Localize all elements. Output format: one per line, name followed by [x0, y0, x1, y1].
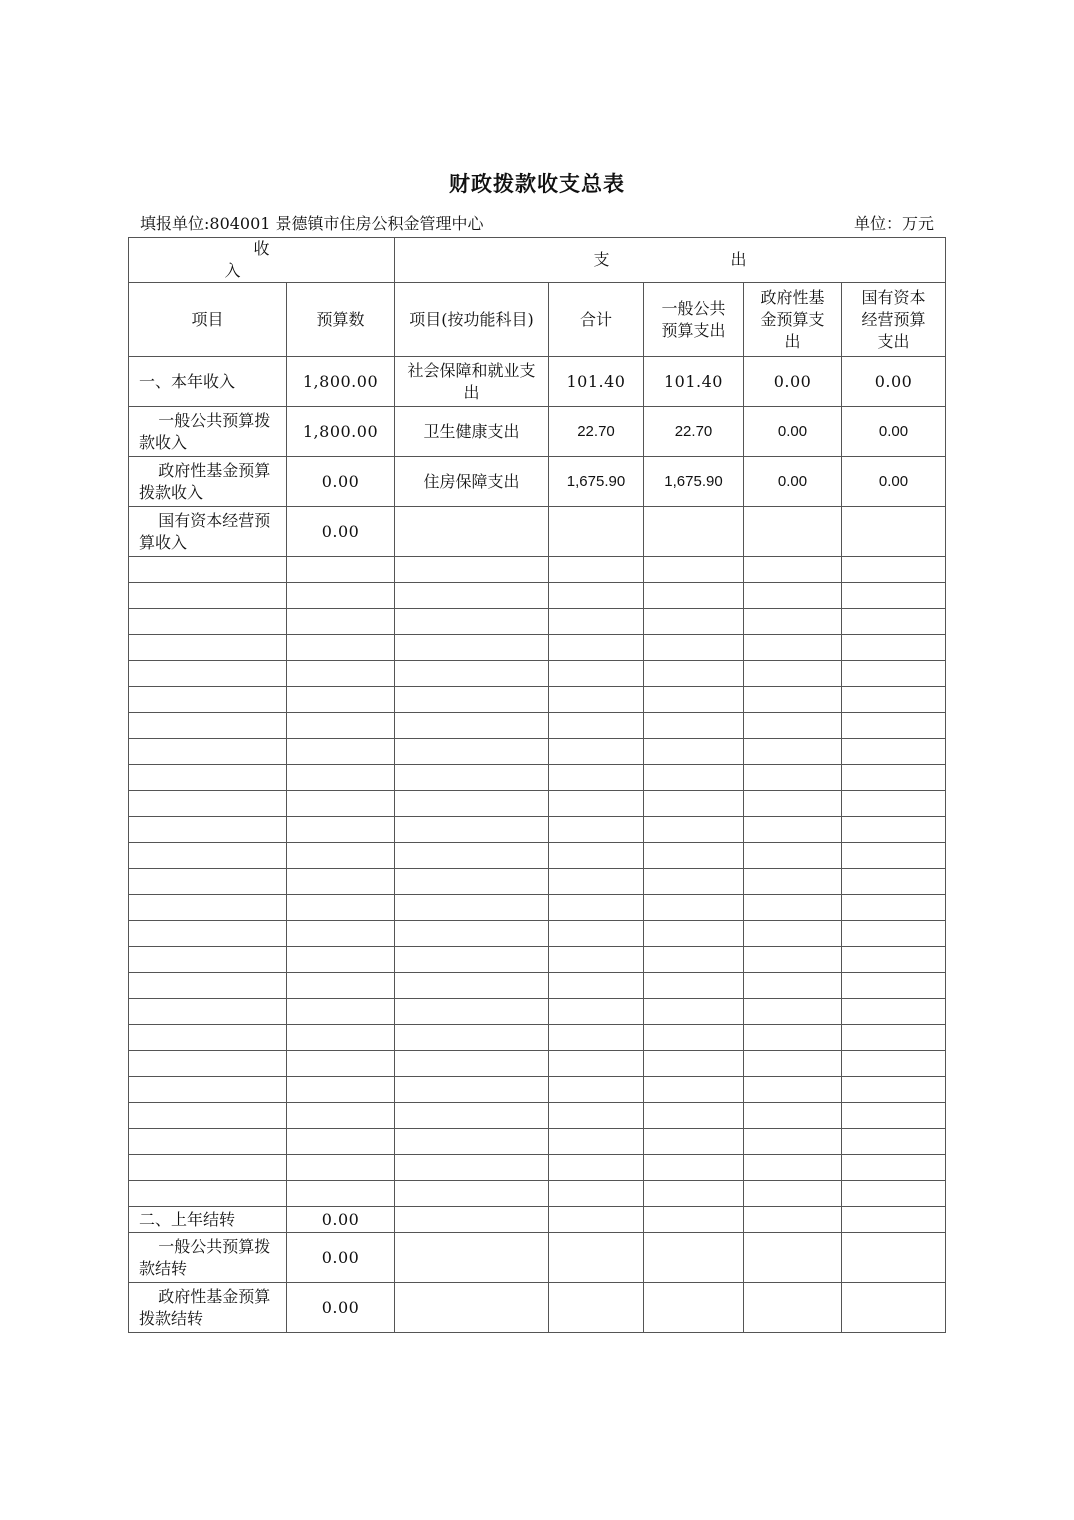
empty-cell [744, 609, 842, 635]
empty-cell [842, 791, 946, 817]
empty-cell [842, 869, 946, 895]
empty-cell [842, 661, 946, 687]
empty-cell [744, 1233, 842, 1283]
empty-row [129, 1103, 946, 1129]
empty-cell [287, 635, 395, 661]
table-row [129, 1233, 946, 1283]
empty-cell [129, 765, 287, 791]
empty-cell [644, 635, 744, 661]
col-header-gov-fund: 政府性基金预算支出 [744, 283, 842, 357]
empty-cell [842, 1155, 946, 1181]
empty-cell [744, 869, 842, 895]
income-header-label: 收 入 [224, 239, 328, 280]
empty-cell [549, 739, 644, 765]
empty-cell [129, 973, 287, 999]
section-header-row [129, 238, 946, 283]
empty-cell [549, 1051, 644, 1077]
empty-cell [287, 1103, 395, 1129]
empty-cell [287, 1077, 395, 1103]
empty-cell [842, 1283, 946, 1333]
empty-cell [644, 1051, 744, 1077]
empty-cell [549, 921, 644, 947]
empty-cell [644, 1025, 744, 1051]
total-value: 22.70 [549, 407, 644, 457]
empty-cell [395, 1077, 549, 1103]
empty-cell [549, 947, 644, 973]
empty-cell [744, 635, 842, 661]
expense-item: 社会保障和就业支出 [395, 357, 549, 407]
table-row [129, 357, 946, 407]
empty-cell [395, 1025, 549, 1051]
empty-cell [287, 973, 395, 999]
empty-cell [644, 1207, 744, 1233]
empty-cell [129, 947, 287, 973]
col-header-item: 项目 [129, 283, 287, 357]
empty-cell [644, 791, 744, 817]
empty-row [129, 661, 946, 687]
empty-cell [395, 557, 549, 583]
general-value: 22.70 [644, 407, 744, 457]
empty-row [129, 739, 946, 765]
empty-cell [842, 921, 946, 947]
empty-cell [549, 999, 644, 1025]
empty-cell [744, 713, 842, 739]
table-row [129, 407, 946, 457]
empty-cell [644, 687, 744, 713]
empty-cell [287, 791, 395, 817]
empty-cell [129, 557, 287, 583]
empty-cell [129, 1155, 287, 1181]
page-title: 财政拨款收支总表 [449, 172, 625, 196]
fiscal-summary-table [128, 237, 946, 1333]
empty-cell [644, 895, 744, 921]
empty-cell [287, 817, 395, 843]
empty-cell [644, 1181, 744, 1207]
gov-fund-value [744, 507, 842, 557]
empty-cell [744, 1283, 842, 1333]
empty-cell [644, 1283, 744, 1333]
empty-cell [395, 1103, 549, 1129]
empty-cell [549, 635, 644, 661]
empty-cell [842, 765, 946, 791]
empty-row [129, 1025, 946, 1051]
empty-cell [395, 895, 549, 921]
empty-cell [644, 1129, 744, 1155]
empty-cell [129, 583, 287, 609]
empty-cell [129, 1129, 287, 1155]
table-row [129, 1207, 946, 1233]
empty-cell [549, 687, 644, 713]
empty-cell [129, 921, 287, 947]
table-row [129, 507, 946, 557]
empty-cell [129, 713, 287, 739]
gov-fund-value: 0.00 [744, 357, 842, 407]
empty-row [129, 1129, 946, 1155]
empty-row [129, 791, 946, 817]
empty-row [129, 817, 946, 843]
empty-cell [744, 1077, 842, 1103]
empty-cell [549, 869, 644, 895]
state-capital-value: 0.00 [842, 457, 946, 507]
column-header-row [129, 283, 946, 357]
empty-cell [129, 895, 287, 921]
empty-row [129, 609, 946, 635]
empty-cell [549, 765, 644, 791]
empty-cell [549, 609, 644, 635]
empty-cell [549, 713, 644, 739]
empty-cell [842, 713, 946, 739]
empty-cell [744, 947, 842, 973]
empty-cell [549, 557, 644, 583]
empty-cell [549, 1155, 644, 1181]
expense-item: 卫生健康支出 [395, 407, 549, 457]
empty-cell [842, 635, 946, 661]
empty-row [129, 1155, 946, 1181]
empty-row [129, 687, 946, 713]
empty-cell [395, 947, 549, 973]
empty-cell [287, 583, 395, 609]
empty-cell [129, 609, 287, 635]
empty-cell [395, 817, 549, 843]
empty-cell [842, 1051, 946, 1077]
empty-row [129, 869, 946, 895]
table-row [129, 457, 946, 507]
empty-cell [395, 1155, 549, 1181]
empty-cell [744, 1207, 842, 1233]
empty-cell [549, 843, 644, 869]
empty-cell [129, 661, 287, 687]
empty-cell [744, 765, 842, 791]
empty-cell [842, 973, 946, 999]
empty-cell [644, 999, 744, 1025]
budget-value: 0.00 [287, 507, 395, 557]
empty-row [129, 999, 946, 1025]
empty-cell [395, 687, 549, 713]
empty-cell [549, 1025, 644, 1051]
col-header-state-capital: 国有资本经营预算支出 [842, 283, 946, 357]
empty-cell [129, 739, 287, 765]
empty-cell [842, 687, 946, 713]
empty-cell [395, 583, 549, 609]
empty-cell [842, 843, 946, 869]
general-value: 1,675.90 [644, 457, 744, 507]
empty-cell [395, 921, 549, 947]
empty-cell [287, 947, 395, 973]
empty-cell [842, 1181, 946, 1207]
empty-cell [395, 843, 549, 869]
empty-cell [395, 1129, 549, 1155]
income-section-header [129, 238, 395, 283]
empty-cell [395, 869, 549, 895]
col-header-budget: 预算数 [287, 283, 395, 357]
empty-row [129, 1051, 946, 1077]
empty-cell [549, 1129, 644, 1155]
empty-cell [395, 1233, 549, 1283]
income-item: 政府性基金预算拨款收入 [129, 457, 287, 507]
empty-cell [644, 713, 744, 739]
empty-cell [129, 635, 287, 661]
empty-cell [129, 999, 287, 1025]
empty-cell [287, 1025, 395, 1051]
budget-value: 1,800.00 [287, 357, 395, 407]
income-item: 一、本年收入 [129, 357, 287, 407]
empty-cell [644, 1233, 744, 1283]
empty-cell [744, 895, 842, 921]
empty-cell [744, 687, 842, 713]
empty-cell [287, 1129, 395, 1155]
empty-cell [287, 739, 395, 765]
empty-cell [644, 1103, 744, 1129]
empty-cell [129, 869, 287, 895]
table-row [129, 1283, 946, 1333]
empty-cell [287, 765, 395, 791]
empty-row [129, 973, 946, 999]
empty-cell [644, 583, 744, 609]
empty-cell [842, 609, 946, 635]
empty-row [129, 895, 946, 921]
empty-cell [129, 1025, 287, 1051]
empty-cell [744, 1103, 842, 1129]
income-item: 一般公共预算拨款收入 [129, 407, 287, 457]
empty-cell [744, 921, 842, 947]
empty-cell [395, 1051, 549, 1077]
empty-row [129, 713, 946, 739]
empty-cell [644, 947, 744, 973]
empty-cell [549, 973, 644, 999]
empty-cell [842, 1077, 946, 1103]
empty-cell [644, 817, 744, 843]
expense-header-label: 支 出 [593, 250, 805, 269]
filing-unit: 填报单位:804001 景德镇市住房公积金管理中心 [140, 214, 484, 233]
empty-cell [644, 869, 744, 895]
empty-row [129, 765, 946, 791]
empty-cell [549, 583, 644, 609]
empty-cell [395, 609, 549, 635]
empty-cell [744, 1025, 842, 1051]
total-value [549, 507, 644, 557]
budget-value: 1,800.00 [287, 407, 395, 457]
empty-cell [287, 661, 395, 687]
empty-cell [842, 1207, 946, 1233]
empty-cell [744, 817, 842, 843]
empty-cell [842, 739, 946, 765]
empty-cell [644, 973, 744, 999]
empty-cell [644, 609, 744, 635]
empty-cell [744, 791, 842, 817]
empty-cell [549, 895, 644, 921]
empty-cell [644, 765, 744, 791]
empty-cell [744, 557, 842, 583]
empty-cell [395, 791, 549, 817]
state-capital-value: 0.00 [842, 357, 946, 407]
col-header-function-item: 项目(按功能科目) [395, 283, 549, 357]
col-header-general-public: 一般公共预算支出 [644, 283, 744, 357]
empty-cell [549, 1077, 644, 1103]
income-item: 一般公共预算拨款结转 [129, 1233, 287, 1283]
income-item: 二、上年结转 [129, 1207, 287, 1233]
empty-cell [549, 1283, 644, 1333]
empty-cell [842, 1233, 946, 1283]
empty-cell [744, 661, 842, 687]
empty-cell [644, 557, 744, 583]
empty-cell [129, 791, 287, 817]
empty-row [129, 843, 946, 869]
income-item: 政府性基金预算拨款结转 [129, 1283, 287, 1333]
income-item: 国有资本经营预算收入 [129, 507, 287, 557]
general-value [644, 507, 744, 557]
empty-cell [842, 817, 946, 843]
empty-cell [842, 583, 946, 609]
empty-row [129, 1077, 946, 1103]
empty-cell [395, 635, 549, 661]
empty-cell [395, 661, 549, 687]
empty-cell [287, 843, 395, 869]
state-capital-value: 0.00 [842, 407, 946, 457]
gov-fund-value: 0.00 [744, 407, 842, 457]
state-capital-value [842, 507, 946, 557]
empty-cell [129, 817, 287, 843]
empty-row [129, 583, 946, 609]
expense-section-header [395, 238, 946, 283]
expense-item: 住房保障支出 [395, 457, 549, 507]
empty-cell [287, 557, 395, 583]
empty-cell [129, 1077, 287, 1103]
empty-cell [842, 1129, 946, 1155]
empty-cell [395, 999, 549, 1025]
empty-cell [744, 1129, 842, 1155]
empty-cell [842, 557, 946, 583]
empty-cell [842, 1025, 946, 1051]
empty-cell [744, 739, 842, 765]
empty-cell [644, 1077, 744, 1103]
empty-cell [549, 817, 644, 843]
empty-cell [549, 1207, 644, 1233]
empty-cell [744, 973, 842, 999]
empty-cell [287, 1051, 395, 1077]
empty-cell [644, 661, 744, 687]
empty-cell [395, 739, 549, 765]
empty-cell [842, 895, 946, 921]
empty-cell [129, 1103, 287, 1129]
budget-value: 0.00 [287, 1207, 395, 1233]
empty-cell [744, 1051, 842, 1077]
empty-cell [744, 583, 842, 609]
general-value: 101.40 [644, 357, 744, 407]
empty-cell [287, 609, 395, 635]
empty-cell [549, 791, 644, 817]
empty-cell [842, 999, 946, 1025]
budget-value: 0.00 [287, 1283, 395, 1333]
empty-cell [129, 843, 287, 869]
empty-row [129, 921, 946, 947]
budget-value: 0.00 [287, 457, 395, 507]
empty-cell [129, 1051, 287, 1077]
empty-cell [549, 1181, 644, 1207]
empty-cell [287, 921, 395, 947]
expense-item [395, 507, 549, 557]
empty-rows [129, 557, 946, 1207]
empty-row [129, 557, 946, 583]
empty-cell [287, 1181, 395, 1207]
empty-cell [644, 1155, 744, 1181]
empty-cell [395, 1283, 549, 1333]
empty-cell [287, 869, 395, 895]
empty-cell [287, 895, 395, 921]
empty-cell [395, 973, 549, 999]
empty-cell [842, 947, 946, 973]
empty-cell [644, 921, 744, 947]
empty-row [129, 1181, 946, 1207]
empty-cell [744, 843, 842, 869]
gov-fund-value: 0.00 [744, 457, 842, 507]
total-value: 101.40 [549, 357, 644, 407]
empty-cell [129, 687, 287, 713]
empty-cell [395, 765, 549, 791]
unit-label: 单位：万元 [853, 214, 934, 233]
col-header-total: 合计 [549, 283, 644, 357]
empty-cell [287, 713, 395, 739]
empty-cell [842, 1103, 946, 1129]
budget-value: 0.00 [287, 1233, 395, 1283]
empty-cell [287, 687, 395, 713]
empty-cell [395, 713, 549, 739]
empty-cell [644, 739, 744, 765]
empty-cell [549, 1233, 644, 1283]
empty-cell [287, 999, 395, 1025]
empty-cell [549, 1103, 644, 1129]
empty-cell [287, 1155, 395, 1181]
empty-cell [395, 1181, 549, 1207]
empty-cell [395, 1207, 549, 1233]
empty-cell [129, 1181, 287, 1207]
empty-cell [549, 661, 644, 687]
empty-row [129, 947, 946, 973]
empty-row [129, 635, 946, 661]
empty-cell [744, 1181, 842, 1207]
total-value: 1,675.90 [549, 457, 644, 507]
empty-cell [744, 1155, 842, 1181]
empty-cell [644, 843, 744, 869]
empty-cell [744, 999, 842, 1025]
